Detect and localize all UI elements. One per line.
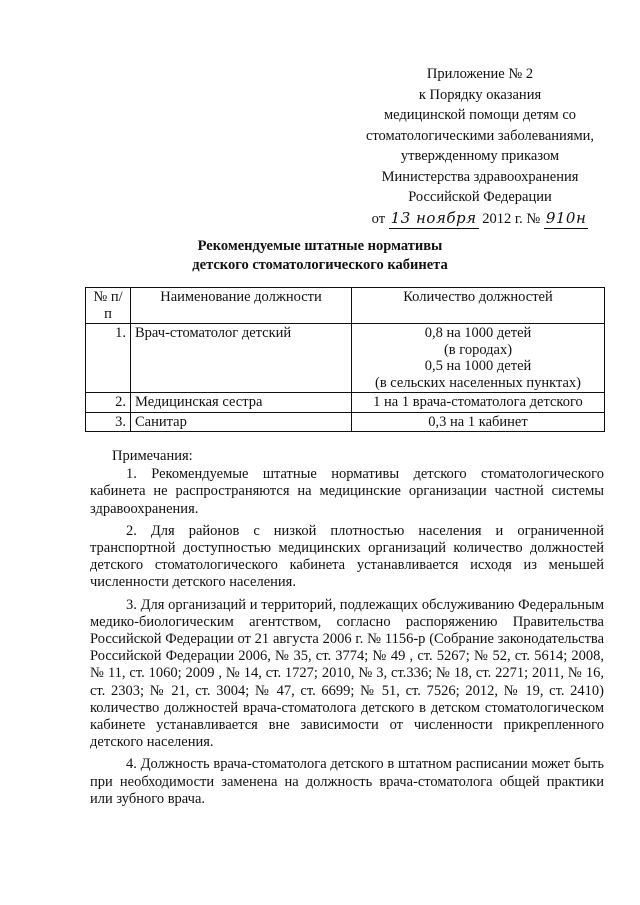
quantity-line: 0,5 на 1000 детей: [424, 358, 532, 374]
note-paragraph: 1. Рекомендуемые штатные нормативы детского стоматологического кабинета не распространяются на медицинские организации частной системы здравоохранения.: [90, 466, 604, 517]
header-quantity: Количество должностей: [352, 288, 605, 324]
notes-heading: Примечания:: [112, 448, 193, 464]
title-line-2: детского стоматологического кабинета: [192, 257, 448, 273]
table-row: [86, 324, 605, 393]
row-num: 3.: [86, 412, 131, 432]
row-position: Медицинская сестра: [131, 393, 352, 413]
row-position: Санитар: [131, 412, 352, 432]
order-reference: [340, 208, 620, 230]
note-paragraph: 4. Должность врача-стоматолога детского в штатном расписании может быть при необходимости заменена на должность врача-стоматолога общей практики или зубного врача.: [90, 756, 604, 807]
quantity-line: (в городах): [443, 341, 513, 358]
appendix-line: стоматологическими заболеваниями,: [365, 127, 595, 144]
quantity-line: 1 на 1 врача-стоматолога детского: [373, 394, 583, 410]
handwritten-order-number: 910н: [544, 208, 589, 230]
table-row: [86, 412, 605, 432]
title-line-1: Рекомендуемые штатные нормативы: [197, 238, 443, 254]
note-paragraph: 3. Для организаций и территорий, подлежащих обслуживанию Федеральным медико-биологическим агентством, согласно распоряжению Правительства Российской Федерации от 21 августа 2006 г. № 1156-р (Собрание законодательства Российской Федерации 2006, № 35, ст. 3774; № 49 , ст. 5267; № 52, ст. 5614; 2008, № 11, ст. 1060; 2009 , № 14, ст. 1727; 2010, № 3, ст.336; № 18, ст. 2271; 2011, № 16, ст. 2303; № 21, ст. 3004; № 47, ст. 6699; № 51, ст. 7526; 2012, № 19, ст. 2410) количество должностей врача-стоматолога детского в детском стоматологическом кабинете устанавливается вне зависимости от численности прикрепленного детского населения.: [90, 596, 604, 751]
handwritten-order-date: 13 ноября: [389, 208, 479, 230]
appendix-line: к Порядку оказания: [418, 86, 542, 103]
appendix-header: [340, 64, 620, 229]
row-quantity: [352, 393, 605, 413]
staffing-table: [85, 287, 605, 432]
notes-section: [90, 448, 604, 813]
table-header-row: [86, 288, 605, 324]
document-title: [0, 237, 640, 275]
row-quantity: [352, 324, 605, 393]
quantity-line: (в сельских населенных пунктах): [374, 374, 582, 391]
row-num: 1.: [86, 324, 131, 393]
row-quantity: [352, 412, 605, 432]
appendix-line: Приложение № 2: [426, 66, 534, 82]
quantity-line: 0,3 на 1 кабинет: [428, 413, 528, 430]
row-position: Врач-стоматолог детский: [131, 324, 352, 393]
header-position: Наименование должности: [131, 288, 352, 324]
order-year: 2012 г. №: [482, 210, 541, 227]
appendix-line: медицинской помощи детям со: [383, 107, 577, 123]
quantity-line: 0,8 на 1000 детей: [424, 325, 532, 341]
appendix-line: Министерства здравоохранения: [381, 168, 579, 185]
note-paragraph: 2. Для районов с низкой плотностью населения и ограниченной транспортной доступностью медицинских организаций количество должностей детского стоматологического кабинета устанавливается исходя из меньшей численности детского населения.: [90, 522, 604, 591]
header-num: № п/п: [86, 288, 131, 324]
table-row: [86, 393, 605, 413]
order-prefix: от: [371, 210, 386, 227]
appendix-line: утвержденному приказом: [400, 148, 560, 164]
appendix-line: Российской Федерации: [408, 189, 552, 205]
row-num: 2.: [86, 393, 131, 413]
